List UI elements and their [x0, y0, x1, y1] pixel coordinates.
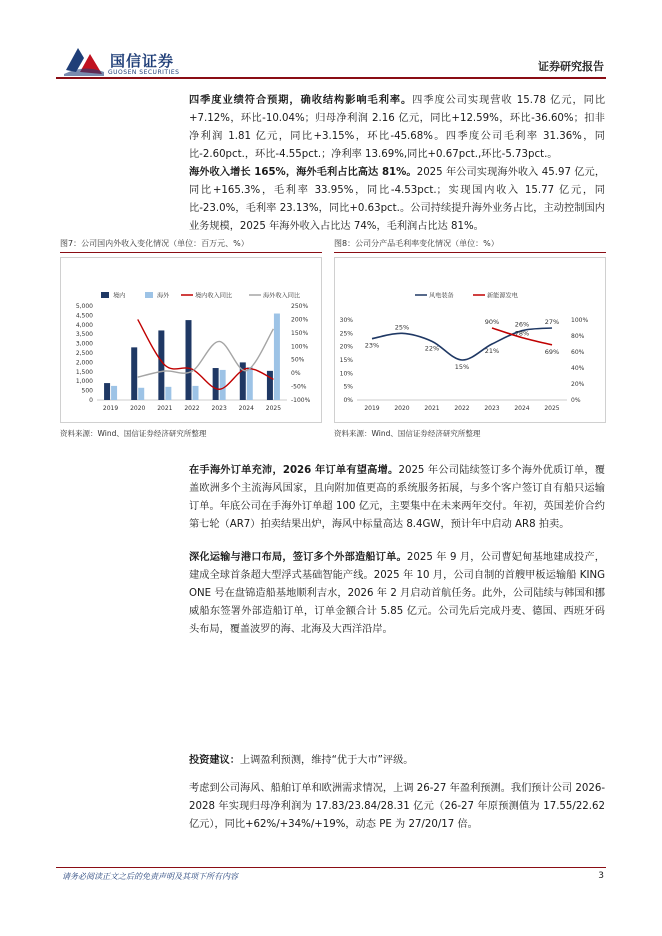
- paragraph-q4-results: [189, 92, 605, 164]
- figure-divider: [334, 252, 606, 253]
- guosen-logo-icon: [64, 46, 104, 76]
- data-label: 21%: [484, 347, 500, 355]
- bar-overseas: [165, 387, 171, 400]
- y2-tick-label: 150%: [291, 329, 309, 337]
- x-tick-label: 2023: [211, 405, 227, 412]
- paragraph-body: 2025 年公司陆续签订多个海外优质订单，覆盖欧洲多个主流海风国家，且向附加值更高的系统服务拓展，与多个客户签订自有船只运输订单。年底公司在手海外订单超 100 亿元，主要集中在未来两年交付。年初，英国差价合约第七轮（AR7）拍卖结果出炉，海风中标量高达 8.4GW，预计年中启动 AR8 拍卖。: [189, 465, 605, 530]
- report-type-label: 证券研究报告: [538, 60, 604, 73]
- y2-tick-label: 0%: [571, 397, 581, 404]
- figure-source: 资料来源：Wind、国信证券经济研究所整理: [60, 429, 207, 438]
- bar-domestic: [158, 330, 164, 400]
- data-label: 26%: [514, 320, 530, 329]
- x-tick-label: 2024: [238, 405, 254, 412]
- x-tick-label: 2025: [544, 405, 560, 412]
- paragraph-heading: 投资建议：: [189, 755, 240, 766]
- figure-title: 图8：公司分产品毛利率变化情况（单位：%）: [334, 239, 499, 248]
- page-header: [0, 0, 662, 80]
- y-tick-label: 10%: [339, 370, 353, 378]
- y2-tick-label: 100%: [291, 343, 309, 351]
- chart-frame: [60, 257, 322, 423]
- paragraph-investment-advice: [189, 752, 605, 770]
- figure-8: [334, 236, 606, 439]
- legend-label: 风电装备: [429, 292, 454, 300]
- y-tick-label: 0%: [343, 397, 353, 404]
- paragraph-body: 四季度公司实现营收 15.78 亿元，同比+7.12%，环比-10.04%；归母净利润 2.16 亿元，同比+12.59%，环比-36.60%；扣非净利润 1.81 亿元，同比+3.15%，环比-45.68%。四季度公司毛利率 31.36%，同比-2.60pct.，环比-4.55pct.；净利率 13.69%,同比+0.67pct.,环比-5.73pct.。: [189, 95, 606, 160]
- y-tick-label: 15%: [339, 357, 353, 364]
- data-label: 78%: [514, 329, 530, 338]
- y-tick-label: 4,500: [75, 312, 93, 320]
- paragraph-profit-forecast: [189, 780, 605, 834]
- bar-overseas: [247, 367, 253, 400]
- bar-domestic: [267, 371, 273, 400]
- y-tick-label: 0: [89, 397, 93, 404]
- y2-tick-label: 200%: [291, 316, 309, 324]
- footer-divider: [56, 867, 606, 868]
- paragraph-body: 上调盈利预测，维持“优于大市”评级。: [239, 755, 414, 766]
- y-tick-label: 3,500: [75, 331, 93, 339]
- y-tick-label: 5%: [343, 383, 353, 391]
- paragraph-port-layout: [189, 549, 605, 639]
- data-label: 23%: [364, 341, 380, 350]
- x-tick-label: 2024: [514, 405, 530, 412]
- figure-title: 图7：公司国内外收入变化情况（单位：百万元、%）: [60, 239, 249, 248]
- y-tick-label: 3,000: [75, 340, 93, 348]
- bar-domestic: [213, 368, 219, 400]
- y-tick-label: 500: [81, 387, 93, 395]
- y-tick-label: 25%: [339, 330, 353, 338]
- x-tick-label: 2022: [454, 405, 470, 412]
- paragraph-heading: 深化运输与港口布局，签订多个外部造船订单。: [189, 552, 407, 563]
- bar-domestic: [186, 320, 192, 400]
- x-tick-label: 2021: [157, 405, 173, 412]
- bar-overseas: [274, 314, 280, 400]
- legend-label: 境内: [113, 292, 126, 300]
- gross-margin-chart: [335, 258, 605, 418]
- paragraph-overseas-revenue: [189, 164, 605, 236]
- bar-overseas: [220, 370, 226, 400]
- y2-tick-label: 20%: [571, 381, 585, 388]
- y2-tick-label: 0%: [291, 370, 301, 378]
- y2-tick-label: 50%: [291, 356, 305, 364]
- y2-tick-label: 100%: [571, 317, 589, 324]
- y2-tick-label: -100%: [291, 397, 311, 404]
- data-label: 27%: [544, 318, 560, 326]
- x-tick-label: 2021: [424, 405, 440, 412]
- y2-tick-label: 60%: [571, 349, 585, 356]
- bar-overseas: [111, 386, 117, 400]
- legend-label: 海外: [157, 292, 170, 300]
- bar-overseas: [138, 388, 144, 400]
- legend-label: 境内收入同比: [195, 292, 233, 300]
- x-tick-label: 2019: [364, 405, 380, 412]
- x-tick-label: 2022: [184, 405, 200, 412]
- y2-tick-label: 40%: [571, 365, 585, 372]
- paragraph-body: 2025 年公司实现海外收入 45.97 亿元，同比+165.3%，毛利率 33.95%，同比-4.53pct.；实现国内收入 15.77 亿元，同比-23.0%，毛利率 23.13%，同比+0.63pct.。公司持续提升海外业务占比，主动控制国内业务规模，2025 年海外收入占比达 74%，毛利润占比达 81%。: [189, 167, 606, 232]
- legend-swatch: [145, 292, 153, 298]
- paragraph-body: 考虑到公司海风、船舶订单和欧洲需求情况，上调 26-27 年盈利预测。我们预计公司 2026-2028 年实现归母净利润为 17.83/23.84/28.31 亿元（26-27 年原预测值为 17.55/22.62 亿元），同比+62%/+34%/+19%，动态 PE 为 27/20/17 倍。: [189, 783, 605, 830]
- y2-tick-label: 80%: [571, 333, 585, 340]
- y-tick-label: 20%: [339, 343, 353, 351]
- figure-divider: [60, 252, 322, 253]
- page-number: 3: [598, 871, 604, 881]
- y2-tick-label: 250%: [291, 303, 309, 310]
- logo-english-name: GUOSEN SECURITIES: [108, 69, 180, 76]
- bar-overseas: [193, 386, 199, 400]
- y-tick-label: 30%: [339, 317, 353, 324]
- data-label: 15%: [454, 363, 470, 371]
- legend-label: 海外收入同比: [263, 292, 301, 300]
- y-tick-label: 1,500: [75, 368, 93, 376]
- y-tick-label: 4,000: [75, 321, 93, 329]
- bar-domestic: [131, 347, 137, 400]
- x-tick-label: 2020: [394, 405, 410, 412]
- x-tick-label: 2023: [484, 405, 500, 412]
- paragraph-body: 2025 年 9 月，公司曹妃甸基地建成投产，建成全球首条超大型浮式基础智能产线。2025 年 10 月，公司自制的首艘甲板运输船 KING ONE 号在盘锦造船基地顺利吉水，2026 年 2 月启动首航任务。此外，公司陆续与韩国和挪威船东签署外部造船订单，订单金额合计 5.85 亿元。公司先后完成丹麦、德国、西班牙码头布局，覆盖波罗的海、北海及大西洋沿岸。: [189, 552, 605, 635]
- y-tick-label: 1,000: [75, 378, 93, 386]
- data-label: 90%: [484, 318, 500, 326]
- revenue-chart: [61, 258, 321, 418]
- chart-frame: [334, 257, 606, 423]
- header-divider: [56, 77, 606, 79]
- x-tick-label: 2019: [102, 405, 119, 412]
- figure-7: [60, 236, 322, 439]
- y-tick-label: 2,500: [75, 350, 93, 357]
- y2-tick-label: -50%: [291, 383, 307, 391]
- figure-source: 资料来源：Wind、国信证券经济研究所整理: [334, 429, 481, 438]
- data-label: 25%: [394, 323, 410, 332]
- data-label: 69%: [544, 347, 560, 356]
- legend-label: 新能源发电: [487, 292, 518, 300]
- paragraph-heading: 在手海外订单充沛，2026 年订单有望高增。: [189, 465, 399, 476]
- x-tick-label: 2020: [130, 405, 146, 412]
- legend-swatch: [101, 292, 109, 298]
- logo-chinese-name: 国信证券: [110, 52, 175, 70]
- paragraph-heading: 四季度业绩符合预期，确收结构影响毛利率。: [189, 95, 413, 106]
- y-tick-label: 2,000: [75, 359, 93, 367]
- x-tick-label: 2025: [265, 405, 282, 412]
- bar-domestic: [104, 383, 110, 400]
- paragraph-heading: 海外收入增长 165%，海外毛利占比高达 81%。: [189, 167, 417, 178]
- y-tick-label: 5,000: [75, 303, 93, 310]
- paragraph-overseas-orders: [189, 462, 605, 534]
- data-label: 22%: [424, 344, 440, 353]
- footer-disclaimer: 请务必阅读正文之后的免责声明及其项下所有内容: [62, 872, 238, 881]
